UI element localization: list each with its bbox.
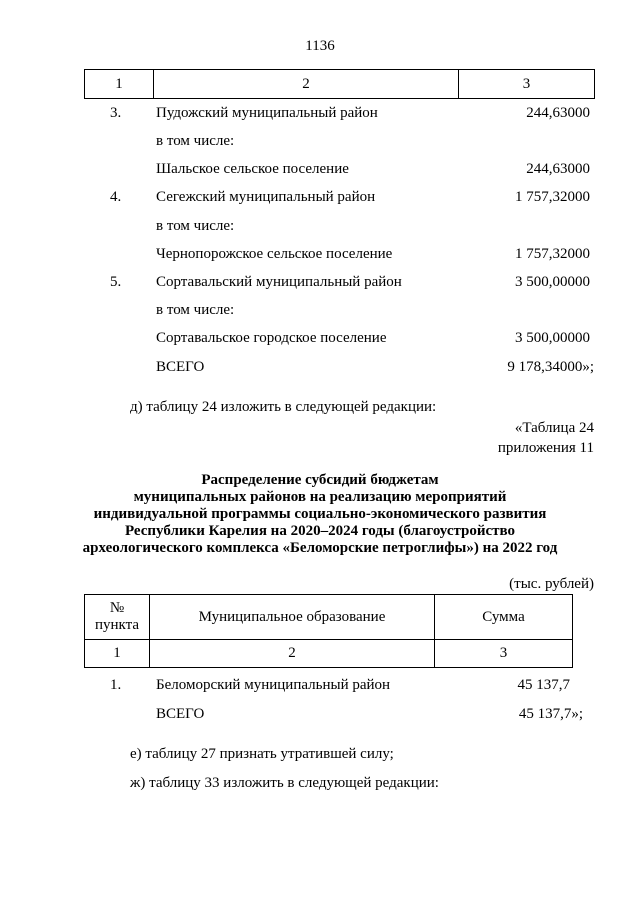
row-name: Сегежский муниципальный район bbox=[156, 189, 376, 205]
row-value: 244,63000 bbox=[526, 105, 590, 121]
title-line: Распределение субсидий бюджетам bbox=[201, 472, 439, 488]
row-name: Пудожский муниципальный район bbox=[156, 105, 378, 121]
header-number: № пункта bbox=[85, 595, 150, 640]
table-title bbox=[0, 472, 640, 557]
instruction-e: е) таблицу 27 признать утратившей силу; bbox=[130, 746, 394, 762]
table-header-continued bbox=[84, 69, 595, 99]
row-name-total: ВСЕГО bbox=[156, 706, 205, 722]
title-line: индивидуальной программы социально-экономического развития bbox=[93, 506, 547, 522]
header-cell-2: 2 bbox=[154, 70, 459, 99]
table-reference-line2: приложения 11 bbox=[497, 440, 594, 456]
table-reference-line1: «Таблица 24 bbox=[514, 420, 594, 436]
row-name: в том числе: bbox=[156, 218, 235, 234]
header-cell-3: 3 bbox=[459, 70, 595, 99]
subsidy-table bbox=[84, 594, 573, 668]
row-name: Сортавальский муниципальный район bbox=[156, 274, 402, 290]
row-name: Чернопорожское сельское поселение bbox=[156, 246, 393, 262]
row-value-total: 9 178,34000»; bbox=[507, 359, 594, 375]
instruction-d: д) таблицу 24 изложить в следующей редакции: bbox=[130, 399, 437, 415]
row-value: 244,63000 bbox=[526, 161, 590, 177]
row-number: 1. bbox=[110, 677, 122, 693]
row-name: в том числе: bbox=[156, 302, 235, 318]
header-amount: Сумма bbox=[435, 595, 573, 640]
row-name: Сортавальское городское поселение bbox=[156, 330, 387, 346]
row-number: 5. bbox=[110, 274, 122, 290]
column-number-3: 3 bbox=[435, 640, 573, 668]
column-number-2: 2 bbox=[150, 640, 435, 668]
page-number: 1136 bbox=[305, 38, 335, 54]
title-line: археологического комплекса «Беломорские петроглифы») на 2022 год bbox=[82, 540, 558, 556]
column-number-1: 1 bbox=[85, 640, 150, 668]
row-value: 1 757,32000 bbox=[515, 189, 590, 205]
row-name-total: ВСЕГО bbox=[156, 359, 205, 375]
row-name: в том числе: bbox=[156, 133, 235, 149]
instruction-zh: ж) таблицу 33 изложить в следующей редакции: bbox=[130, 775, 439, 791]
row-value: 1 757,32000 bbox=[515, 246, 590, 262]
row-number: 4. bbox=[110, 189, 122, 205]
row-value: 45 137,7 bbox=[517, 677, 570, 693]
title-line: Республики Карелия на 2020–2024 годы (благоустройство bbox=[124, 523, 516, 539]
row-number: 3. bbox=[110, 105, 122, 121]
row-name: Беломорский муниципальный район bbox=[156, 677, 391, 693]
row-value: 3 500,00000 bbox=[515, 274, 590, 290]
header-cell-1: 1 bbox=[85, 70, 154, 99]
title-line: муниципальных районов на реализацию мероприятий bbox=[133, 489, 507, 505]
units-label: (тыс. рублей) bbox=[509, 576, 594, 592]
row-value: 3 500,00000 bbox=[515, 330, 590, 346]
header-municipality: Муниципальное образование bbox=[150, 595, 435, 640]
row-value-total: 45 137,7»; bbox=[518, 706, 583, 722]
row-name: Шальское сельское поселение bbox=[156, 161, 349, 177]
